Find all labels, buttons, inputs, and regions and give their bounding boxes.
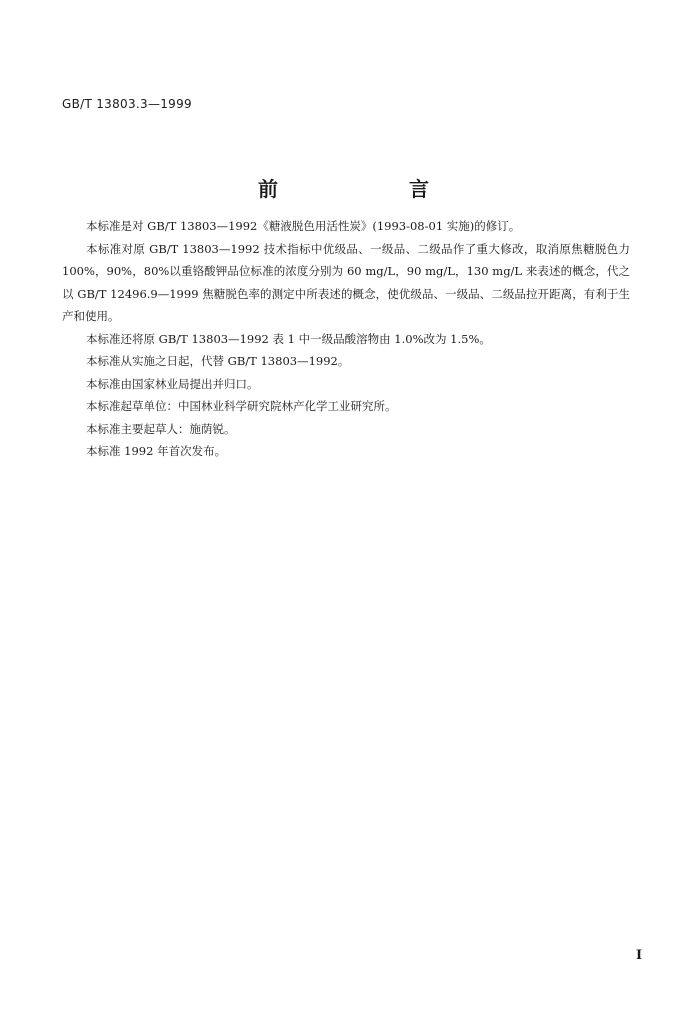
foreword-body — [62, 215, 630, 463]
paragraph-technical-changes: 本标准对原 GB/T 13803—1992 技术指标中优级品、一级品、二级品作了重大修改，取消原焦糖脱色力 100%，90%，80%以重铬酸钾品位标准的浓度分别为 60 mg/L，90 mg/L，130 mg/L 来表述的概念，代之以 GB/T 12496.9—1999 焦糖脱色率的测定中所表述的概念，使优级品、一级品、二级品拉开距离，有利于生产和使用。 — [62, 241, 630, 323]
paragraph-drafting-unit: 本标准起草单位：中国林业科学研究院林产化学工业研究所。 — [86, 399, 397, 413]
paragraph-replacement: 本标准从实施之日起，代替 GB/T 13803—1992。 — [86, 354, 350, 368]
standard-code: GB/T 13803.3—1999 — [62, 97, 192, 111]
page-title: 前 言 — [258, 177, 491, 201]
paragraph-acid-soluble-change: 本标准还将原 GB/T 13803—1992 表 1 中一级品酸溶物由 1.0%改为 1.5%。 — [86, 331, 491, 346]
paragraph-drafter: 本标准主要起草人：施荫锐。 — [86, 421, 236, 436]
paragraph-revision-note: 本标准是对 GB/T 13803—1992《糖液脱色用活性炭》(1993-08-01 实施)的修订。 — [86, 219, 521, 233]
paragraph-proposer: 本标准由国家林业局提出并归口。 — [86, 376, 259, 391]
page-number: I — [636, 948, 643, 963]
paragraph-first-issue: 本标准 1992 年首次发布。 — [86, 444, 227, 458]
